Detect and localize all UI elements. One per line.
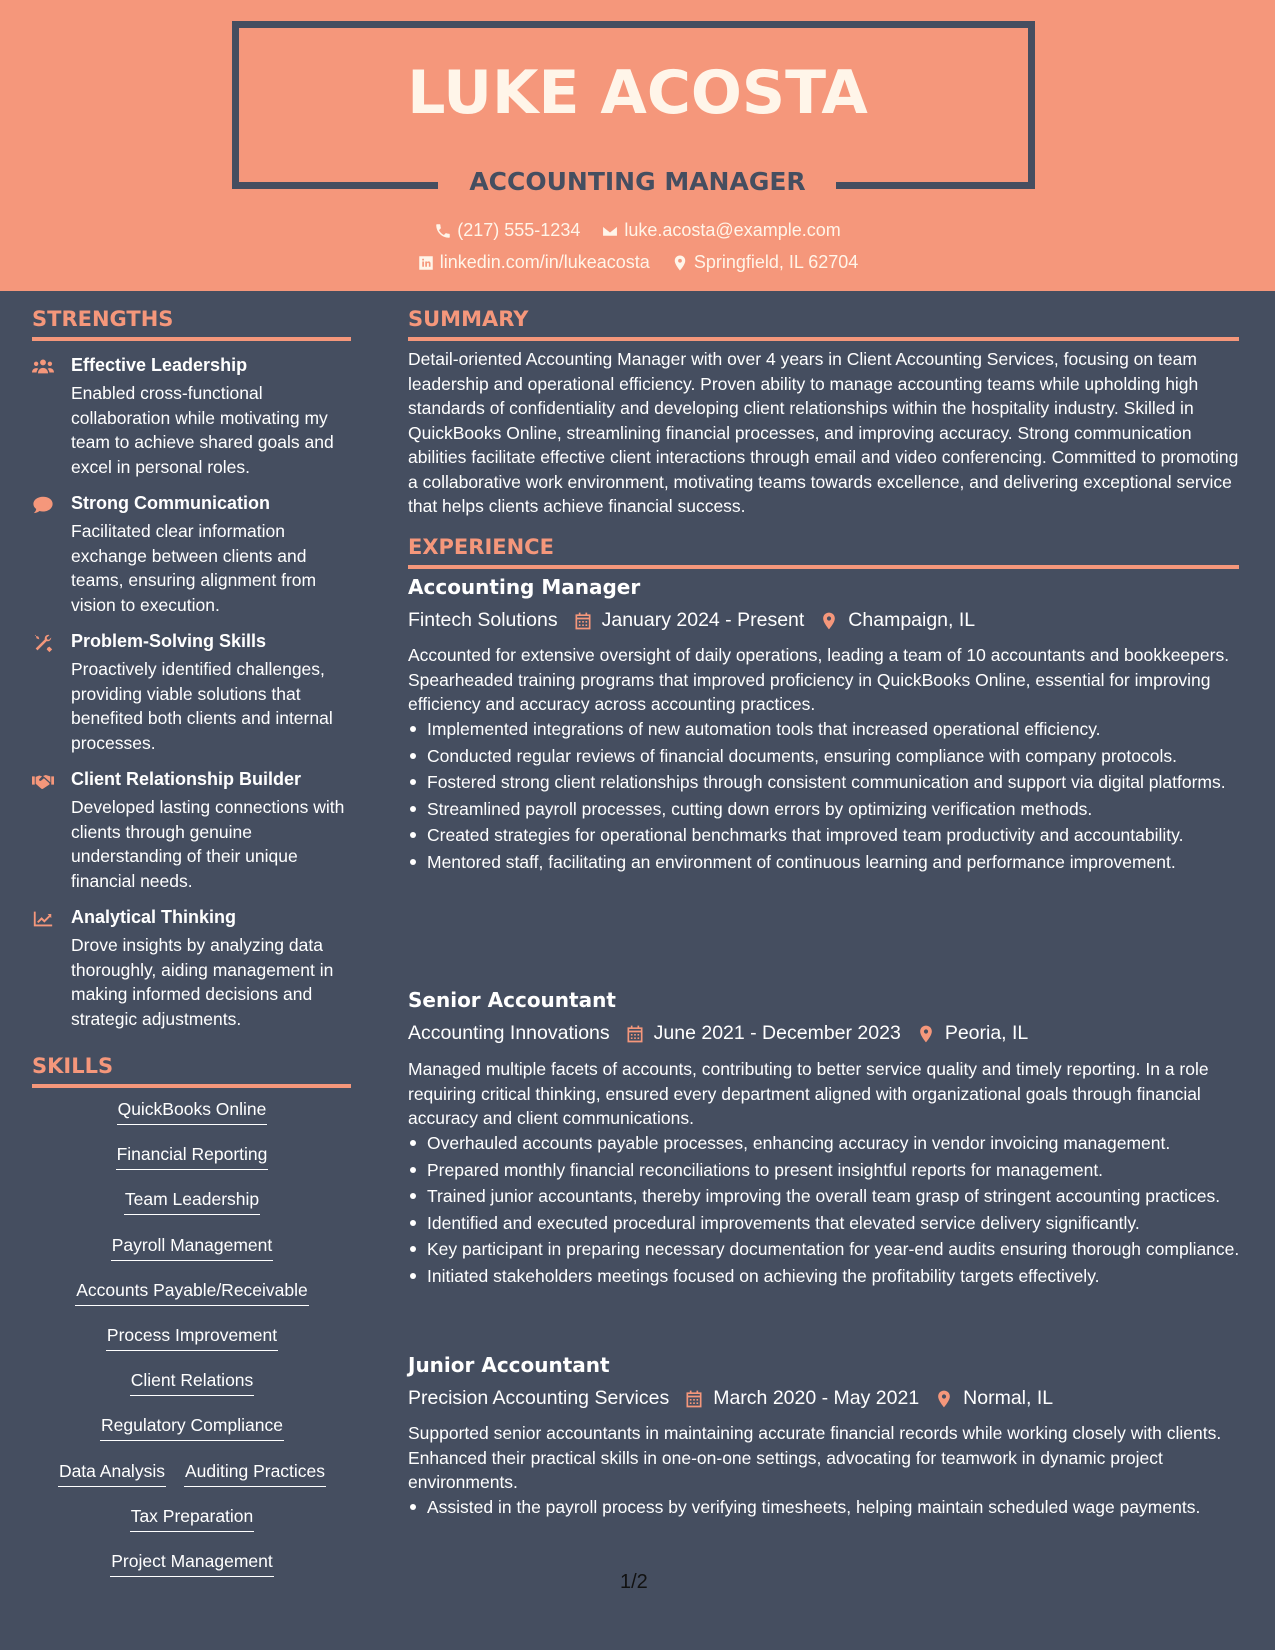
- job-title: Senior Accountant: [408, 988, 616, 1012]
- job-description: Accounted for extensive oversight of daily operations, leading a team of 10 accountants and bookkeepers. Spearheaded training programs that improved proficiency in QuickBooks Online, essential for improving efficiency and accuracy across accounting practices.: [408, 645, 1230, 714]
- strength-desc: Drove insights by analyzing data thoroughly, aiding management in making informed decisions and strategic adjustments.: [71, 935, 334, 1029]
- comment-icon: [32, 495, 56, 515]
- map-pin-icon: [934, 1389, 954, 1409]
- strength-desc: Facilitated clear information exchange between clients and teams, ensuring alignment from vision to execution.: [71, 521, 317, 615]
- job-meta: [408, 1022, 1028, 1045]
- summary-rule: [408, 337, 1239, 341]
- candidate-name: LUKE ACOSTA: [407, 58, 868, 128]
- job-dates: March 2020 - May 2021: [713, 1387, 920, 1409]
- skill-tag: Accounts Payable/Receivable: [75, 1279, 309, 1306]
- job-bullets: [408, 717, 1242, 876]
- job-dates: June 2021 - December 2023: [653, 1022, 901, 1044]
- contact-location: [671, 252, 858, 273]
- bullet-item: Key participant in preparing necessary documentation for year-end audits ensuring thorough compliance.: [408, 1237, 1242, 1262]
- strength-title: Strong Communication: [71, 493, 270, 513]
- job-bullets: [408, 1131, 1242, 1290]
- strength-desc: Enabled cross-functional collaboration while motivating my team to achieve shared goals and excel in personal roles.: [71, 383, 334, 477]
- skill-tag: Tax Preparation: [130, 1505, 255, 1532]
- job-location: Normal, IL: [963, 1387, 1054, 1409]
- page-number: 1/2: [620, 1571, 648, 1593]
- strengths-heading: STRENGTHS: [32, 307, 174, 331]
- job-meta: [408, 609, 975, 632]
- bullet-item: Streamlined payroll processes, cutting down errors by optimizing verification methods.: [408, 797, 1242, 822]
- linkedin-icon: [417, 254, 435, 272]
- summary-text: Detail-oriented Accounting Manager with over 4 years in Client Accounting Services, focusing on team leadership and operational efficiency. Proven ability to manage accounting teams while upholding high standards of confidentiality and developing client relationships within the hospitality industry. Skilled in QuickBooks Online, streamlining financial processes, and improving accuracy. Strong communication abilities facilitate effective client interactions through email and video conferencing. Committed to promoting a collaborative work environment, motivating teams towards excellence, and delivering exceptional service that helps clients achieve financial success.: [408, 349, 1239, 516]
- strength-item: [32, 631, 352, 751]
- email-text: luke.acosta@example.com: [624, 220, 841, 240]
- bullet-item: Fostered strong client relationships through consistent communication and support via digital platforms.: [408, 770, 1242, 795]
- phone-text: (217) 555-1234: [457, 220, 581, 240]
- summary-heading: SUMMARY: [408, 307, 529, 331]
- contact-row-1: [0, 220, 1275, 245]
- calendar-icon: [684, 1389, 704, 1409]
- skill-tag: Client Relations: [130, 1369, 255, 1396]
- job-location: Peoria, IL: [944, 1022, 1029, 1044]
- skill-tag: Process Improvement: [106, 1324, 278, 1351]
- skill-tag: Payroll Management: [111, 1234, 274, 1261]
- strength-item: [32, 907, 352, 1027]
- job-company: Fintech Solutions: [408, 609, 558, 631]
- contact-row-2: [0, 252, 1275, 277]
- skill-tag: Auditing Practices: [184, 1460, 326, 1487]
- tools-icon: [32, 633, 56, 653]
- header-banner: [0, 0, 1275, 291]
- job-company: Accounting Innovations: [408, 1022, 610, 1044]
- skill-tag: Financial Reporting: [116, 1143, 269, 1170]
- skill-tag: Project Management: [110, 1550, 273, 1577]
- location-text: Springfield, IL 62704: [693, 252, 859, 272]
- bullet-item: Implemented integrations of new automation tools that increased operational efficiency.: [408, 717, 1242, 742]
- job-title: Accounting Manager: [408, 575, 641, 599]
- contact-phone[interactable]: [434, 220, 580, 241]
- bullet-item: Trained junior accountants, thereby improving the overall team grasp of stringent accounting practices.: [408, 1184, 1242, 1209]
- experience-rule: [408, 565, 1239, 569]
- skill-tag: QuickBooks Online: [117, 1098, 268, 1125]
- bullet-item: Initiated stakeholders meetings focused on achieving the profitability targets effectively.: [408, 1264, 1242, 1289]
- bullet-item: Conducted regular reviews of financial documents, ensuring compliance with company protocols.: [408, 744, 1242, 769]
- job-dates: January 2024 - Present: [601, 609, 805, 631]
- bullet-item: Identified and executed procedural improvements that elevated service delivery significantly.: [408, 1211, 1242, 1236]
- map-pin-icon: [671, 254, 689, 272]
- experience-heading: EXPERIENCE: [408, 535, 554, 559]
- map-pin-icon: [916, 1024, 936, 1044]
- skills-rule: [32, 1084, 351, 1088]
- candidate-role: ACCOUNTING MANAGER: [469, 167, 806, 196]
- strength-desc: Proactively identified challenges, providing viable solutions that benefited both clients and internal processes.: [71, 659, 333, 753]
- contact-email[interactable]: [601, 220, 840, 241]
- bullet-item: Created strategies for operational benchmarks that improved team productivity and accountability.: [408, 823, 1242, 848]
- strength-desc: Developed lasting connections with clients through genuine understanding of their unique financial needs.: [71, 797, 345, 891]
- strength-item: [32, 355, 352, 475]
- job-company: Precision Accounting Services: [408, 1387, 670, 1409]
- bullet-item: Prepared monthly financial reconciliations to present insightful reports for management.: [408, 1158, 1242, 1183]
- job-description: Supported senior accountants in maintaining accurate financial records while working closely with clients. Enhanced their practical skills in one-on-one settings, advocating for teamwork in dynamic project environments.: [408, 1423, 1222, 1492]
- strength-title: Analytical Thinking: [71, 907, 237, 927]
- strength-title: Effective Leadership: [71, 355, 248, 375]
- skill-tag: Regulatory Compliance: [100, 1414, 284, 1441]
- job-description: Managed multiple facets of accounts, contributing to better service quality and timely reporting. In a role requiring critical thinking, ensured every department aligned with organizational goals through financial accuracy and client communications.: [408, 1059, 1209, 1128]
- strength-title: Client Relationship Builder: [71, 769, 302, 789]
- skills-list: [32, 1098, 352, 1595]
- skill-tag: Team Leadership: [124, 1188, 260, 1215]
- chart-line-icon: [32, 909, 56, 929]
- users-icon: [32, 357, 56, 377]
- linkedin-text: linkedin.com/in/lukeacosta: [439, 252, 650, 272]
- job-bullets: [408, 1495, 1242, 1522]
- calendar-icon: [573, 611, 593, 631]
- map-pin-icon: [819, 611, 839, 631]
- strength-item: [32, 493, 352, 613]
- bullet-item: Overhauled accounts payable processes, enhancing accuracy in vendor invoicing management.: [408, 1131, 1242, 1156]
- handshake-icon: [32, 771, 56, 791]
- job-title: Junior Accountant: [408, 1353, 610, 1377]
- phone-icon: [434, 222, 452, 240]
- job-location: Champaign, IL: [848, 609, 976, 631]
- bullet-item: Mentored staff, facilitating an environment of continuous learning and performance improvement.: [408, 850, 1242, 875]
- strength-title: Problem-Solving Skills: [71, 631, 267, 651]
- skill-tag: Data Analysis: [58, 1460, 166, 1487]
- strength-item: [32, 769, 352, 889]
- strengths-rule: [32, 337, 351, 341]
- bullet-item: Assisted in the payroll process by verifying timesheets, helping maintain scheduled wage payments.: [408, 1495, 1242, 1520]
- calendar-icon: [625, 1024, 645, 1044]
- job-meta: [408, 1387, 1053, 1410]
- contact-linkedin[interactable]: [417, 252, 650, 273]
- skills-heading: SKILLS: [32, 1054, 114, 1078]
- envelope-icon: [601, 222, 619, 240]
